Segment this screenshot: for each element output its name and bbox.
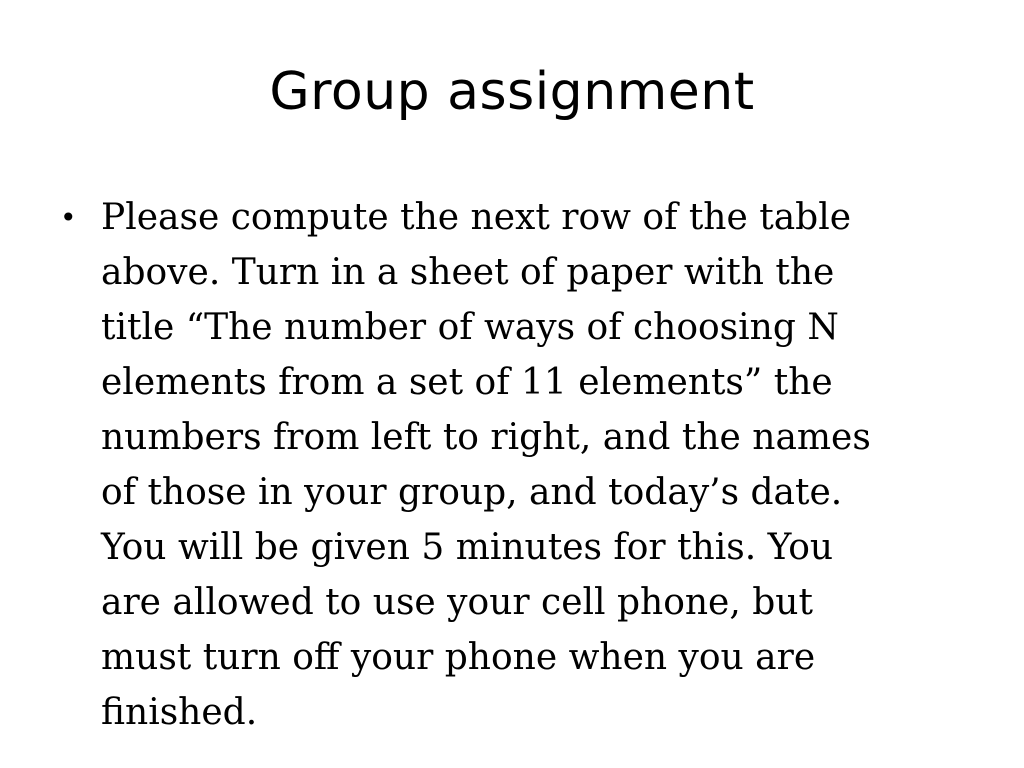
bullet-text-line: title “The number of ways of choosing N <box>101 307 839 348</box>
bullet-text-line: You will be given 5 minutes for this. You <box>101 527 834 568</box>
bullet-text-line: must turn off your phone when you are <box>101 637 816 678</box>
bullet-text-line: finished. <box>101 692 258 733</box>
bullet-marker: • <box>60 201 77 234</box>
bullet-text-line: of those in your group, and today’s date. <box>101 472 843 513</box>
slide-title: Group assignment <box>269 62 755 122</box>
bullet-text-line: above. Turn in a sheet of paper with the <box>101 252 835 293</box>
bullet-text-line: are allowed to use your cell phone, but <box>101 582 813 623</box>
bullet-text-line: Please compute the next row of the table <box>101 197 852 238</box>
bullet-item <box>60 190 960 740</box>
bullet-list <box>60 190 960 740</box>
bullet-text-line: elements from a set of 11 elements” the <box>101 362 833 403</box>
bullet-text-line: numbers from left to right, and the names <box>101 417 871 458</box>
